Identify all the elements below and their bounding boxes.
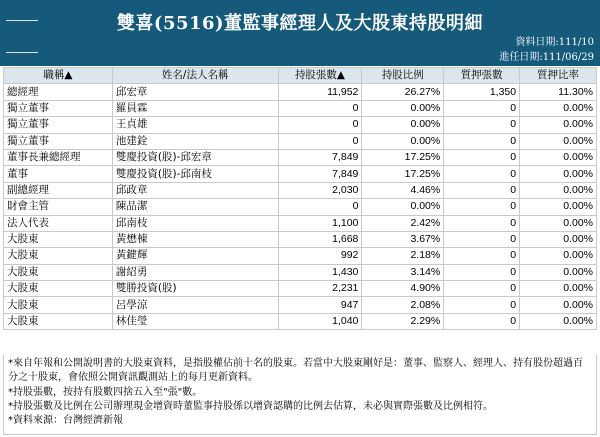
insider-date: 進任日期:111/06/29 [499,52,594,63]
table-row [4,313,597,329]
cell-shares: 7,849 [278,149,362,165]
banner-divider-bottom [6,52,38,53]
cell-name: 謝紹勇 [112,264,278,280]
cell-name: 雙慶投資(股)-邱南枝 [112,166,278,182]
cell-share-ratio: 4.46% [362,182,444,198]
cell-pledge-ratio: 0.00% [520,149,597,165]
cell-share-ratio: 2.29% [362,313,444,329]
cell-pledged-shares: 0 [444,182,520,198]
date-info [499,35,594,65]
cell-share-ratio: 2.42% [362,215,444,231]
cell-title: 獨立董事 [4,133,113,149]
cell-shares: 2,231 [278,281,362,297]
cell-pledge-ratio: 0.00% [520,199,597,215]
column-header-pledged-shares: 質押張數 [444,68,520,84]
cell-pledge-ratio: 0.00% [520,117,597,133]
table-row [4,248,597,264]
cell-name: 黃鍵輝 [112,248,278,264]
cell-share-ratio: 3.67% [362,231,444,247]
cell-share-ratio: 2.08% [362,297,444,313]
cell-name: 林佳瑩 [112,313,278,329]
table-row [4,182,597,198]
cell-pledged-shares: 0 [444,100,520,116]
cell-pledge-ratio: 0.00% [520,313,597,329]
data-date: 資料日期:111/10 [515,37,594,48]
cell-shares: 1,430 [278,264,362,280]
footnote: *資料來源：台灣經濟新報 [8,415,123,427]
cell-share-ratio: 26.27% [362,84,444,100]
cell-title: 大股東 [4,313,113,329]
footnote: *來自年報和公開說明書的大股東資料，是指股權佔前十名的股東。若當中大股東剛好是：董事、監察人、經理人、持有股份超過百分之十股東，會依照公開資訊觀測站上的每月更新資料。 [8,358,583,384]
cell-title: 法人代表 [4,215,113,231]
cell-pledge-ratio: 0.00% [520,215,597,231]
cell-share-ratio: 17.25% [362,166,444,182]
cell-name: 邱宏章 [112,84,278,100]
cell-pledge-ratio: 0.00% [520,133,597,149]
table-row [4,264,597,280]
cell-pledged-shares: 1,350 [444,84,520,100]
cell-name: 呂學涼 [112,297,278,313]
column-header-pledge-ratio: 質押比率 [520,68,597,84]
cell-title: 大股東 [4,231,113,247]
cell-shares: 992 [278,248,362,264]
cell-share-ratio: 0.00% [362,117,444,133]
footnote: *持股張數，按持有股數四捨五入至"張"數。 [8,386,203,398]
cell-shares: 0 [278,199,362,215]
table-row [4,149,597,165]
cell-title: 財會主管 [4,199,113,215]
cell-pledge-ratio: 0.00% [520,281,597,297]
cell-title: 董事 [4,166,113,182]
cell-name: 黃懋棟 [112,231,278,247]
cell-title: 總經理 [4,84,113,100]
page-title: 雙喜(5516)董監事經理人及大股東持股明細 [116,13,484,34]
table-row [4,100,597,116]
cell-pledge-ratio: 11.30% [520,84,597,100]
cell-pledge-ratio: 0.00% [520,248,597,264]
cell-pledged-shares: 0 [444,166,520,182]
table-row [4,133,597,149]
cell-name: 池建銓 [112,133,278,149]
cell-shares: 947 [278,297,362,313]
cell-shares: 1,040 [278,313,362,329]
table-row [4,215,597,231]
cell-name: 陳品潔 [112,199,278,215]
cell-share-ratio: 3.14% [362,264,444,280]
cell-pledged-shares: 0 [444,215,520,231]
table-row [4,117,597,133]
cell-title: 獨立董事 [4,117,113,133]
cell-share-ratio: 4.90% [362,281,444,297]
footnote: *持股張數及比例在公司辦理現金增資時董監事持股係以增資認購的比例去估算，未必與實際張數及比例相符。 [8,400,493,412]
cell-title: 獨立董事 [4,100,113,116]
column-header-name: 姓名/法人名稱 [112,68,278,84]
cell-share-ratio: 0.00% [362,133,444,149]
cell-name: 邱南枝 [112,215,278,231]
cell-pledged-shares: 0 [444,297,520,313]
column-header-shares[interactable]: 持股張數▲ [278,68,362,84]
title-banner [0,0,600,66]
cell-name: 王貞雄 [112,117,278,133]
cell-title: 大股東 [4,297,113,313]
cell-pledged-shares: 0 [444,313,520,329]
cell-pledge-ratio: 0.00% [520,100,597,116]
cell-pledged-shares: 0 [444,133,520,149]
cell-shares: 7,849 [278,166,362,182]
table-row [4,231,597,247]
cell-shares: 0 [278,117,362,133]
cell-pledge-ratio: 0.00% [520,166,597,182]
table-row [4,84,597,100]
cell-name: 羅員霖 [112,100,278,116]
cell-shares: 0 [278,133,362,149]
cell-shares: 0 [278,100,362,116]
cell-pledged-shares: 0 [444,231,520,247]
cell-name: 雙慶投資(股)-邱宏章 [112,149,278,165]
cell-pledge-ratio: 0.00% [520,297,597,313]
table-row [4,166,597,182]
holdings-table [3,67,597,330]
cell-pledged-shares: 0 [444,248,520,264]
cell-share-ratio: 17.25% [362,149,444,165]
cell-pledged-shares: 0 [444,281,520,297]
cell-shares: 2,030 [278,182,362,198]
cell-title: 副總經理 [4,182,113,198]
table-header-row [4,68,597,84]
cell-pledge-ratio: 0.00% [520,182,597,198]
cell-shares: 11,952 [278,84,362,100]
cell-share-ratio: 0.00% [362,100,444,116]
cell-pledged-shares: 0 [444,117,520,133]
cell-pledge-ratio: 0.00% [520,231,597,247]
column-header-share-ratio: 持股比例 [362,68,444,84]
table-row [4,297,597,313]
cell-shares: 1,668 [278,231,362,247]
table-row [4,281,597,297]
cell-name: 雙勝投資(股) [112,281,278,297]
cell-shares: 1,100 [278,215,362,231]
cell-pledged-shares: 0 [444,149,520,165]
column-header-title[interactable]: 職稱▲ [4,68,113,84]
cell-pledge-ratio: 0.00% [520,264,597,280]
cell-title: 大股東 [4,264,113,280]
cell-title: 董事長兼總經理 [4,149,113,165]
cell-pledged-shares: 0 [444,264,520,280]
footnotes [3,355,597,435]
cell-share-ratio: 0.00% [362,199,444,215]
cell-share-ratio: 2.18% [362,248,444,264]
table-row [4,199,597,215]
cell-title: 大股東 [4,248,113,264]
cell-name: 邱政章 [112,182,278,198]
cell-title: 大股東 [4,281,113,297]
cell-pledged-shares: 0 [444,199,520,215]
